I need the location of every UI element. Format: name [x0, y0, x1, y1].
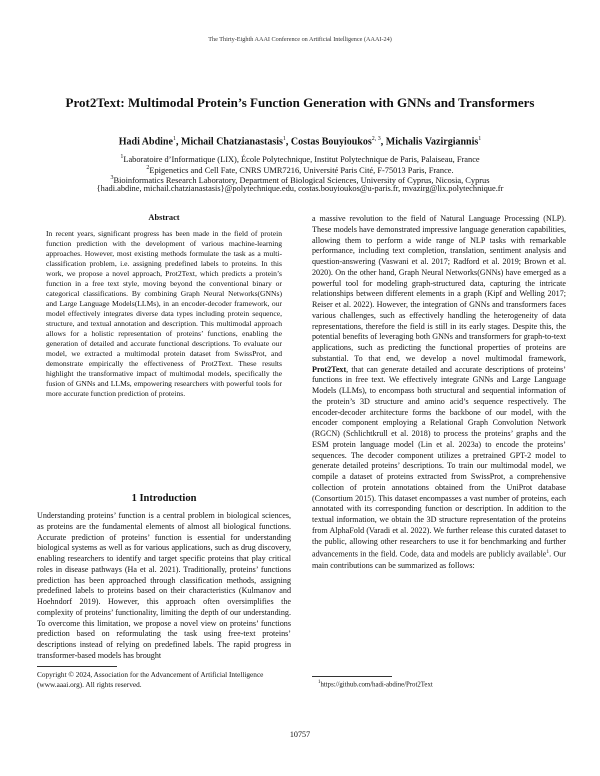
paper-title: Prot2Text: Multimodal Protein’s Function Generation with GNNs and Transformers: [65, 95, 535, 110]
affiliation-text: Laboratoire d’Informatique (LIX), École Polytechnique, Institut Polytechnique de Paris, Palaiseau, France: [123, 154, 480, 164]
author-sup: 1: [172, 136, 176, 142]
author-sup: 1: [478, 136, 482, 142]
introduction-body: Understanding proteins’ function is a central problem in biological sciences, as proteins are the fundamental elements of almost all biological functions. Accurate prediction of proteins’ function is essential for understanding biological systems as well as for various applications, such as drug discovery, enabling researchers to identify and target specific proteins that play critical roles in disease pathways (Ha et al. 2021). Traditionally, proteins’ functions prediction has been approached through classification methods, assigning predefined labels to proteins based on their characteristics (Kulmanov and Hoehndorf 2019). However, this approach often oversimplifies the complexity of proteins’ functionality, limiting the depth of our understanding. To overcome this limitation, we propose a novel view on proteins’ functions prediction based on reformulating the task using free-text proteins’ descriptions instead of relying on predefined labels. The rapid progress in transformer-based models has brought: [37, 511, 291, 660]
footnote-sup: 1: [318, 680, 321, 685]
footnote: [318, 680, 566, 688]
abstract-body: In recent years, significant progress has been made in the field of protein function prediction with the development of various machine-learning approaches. However, most existing methods formulate the task as a multi-classification problem, i.e. assigning predefined labels to proteins. In this work, we propose a novel approach, Prot2Text, which predicts a protein’s function in a free text style, moving beyond the conventional binary or categorical classifications. By combining Graph Neural Networks(GNNs) and Large Language Models(LLMs), in an encoder-decoder framework, our model effectively integrates diverse data types including protein sequence, structure, and textual annotation and description. This multimodal approach allows for a holistic representation of proteins’ functions, enabling the generation of detailed and accurate functional descriptions. To evaluate our model, we extracted a multimodal protein dataset from SwissProt, and demonstrate empirically the effectiveness of Prot2Text. These results highlight the transformative impact of multimodal models, specifically the fusion of GNNs and LLMs, empowering researchers with powerful tools for more accurate function prediction of proteins.: [46, 229, 282, 398]
footnote-rule: [312, 676, 392, 677]
model-name-bold: Prot2Text: [312, 364, 347, 374]
author-name: Costas Bouyioukos: [290, 136, 372, 148]
affiliation-emails: {hadi.abdine, michail.chatzianastasis}@polytechnique.edu, costas.bouyioukos@u-paris.fr, mvazirg@lix.polytechnique.fr: [96, 183, 504, 193]
affiliation-text: Epigenetics and Cell Fate, CNRS UMR7216, Université Paris Cité, F-75013 Paris, France.: [149, 165, 454, 175]
author-name: Hadi Abdine: [118, 136, 173, 148]
section-heading-introduction: 1 Introduction: [131, 493, 197, 504]
paragraph-text: . Our main contributions can be summarized as follows:: [312, 549, 566, 570]
copyright-notice: Copyright © 2024, Association for the Advancement of Artificial Intelligence (www.aaai.org). All rights reserved.: [37, 670, 264, 689]
affiliation-sup: 3: [110, 175, 114, 181]
abstract-heading: Abstract: [148, 213, 180, 222]
author-sup: 2, 3: [371, 136, 381, 142]
author-name: Michalis Vazirgiannis: [385, 136, 479, 148]
author-sup: 1: [282, 136, 286, 142]
author-name: Michail Chatzianastasis: [180, 136, 283, 148]
paragraph-text: , that can generate detailed and accurate descriptions of proteins’ functions in free text. We effectively integrate GNNs and Large Language Models (LLMs), to encompass both structural and sequential information of the protein’s 3D structure and amino acid’s sequence respectively. The encoder-decoder architecture forms the backbone of our model, with the encoder component employing a Relational Graph Convolution Network (RGCN) (Schlichtkrull et al. 2018) to process the proteins’ graphs and the ESM protein language model (Lin et al. 2023a) to encode the proteins’ sequences. The decoder component utilizes a pretrained GPT-2 model to generate detailed proteins’ descriptions. To train our multimodal model, we compile a dataset of proteins extracted from SwissProt, a comprehensive collection of protein annotations obtained from the UniProt database (Consortium 2015). This dataset encompasses a vast number of proteins, each annotated with its corresponding function or description. In addition to the textual information, we obtain the 3D structure representation of the proteins from AlphaFold (Varadi et al. 2022). We further release this curated dataset to the public, allowing other researchers to use it for benchmarking and further advancements in the field. Code, data and models are publicly available: [312, 364, 566, 559]
footnote-marker: 1: [546, 549, 550, 556]
right-column-body: [312, 214, 566, 571]
copyright-rule: [37, 666, 117, 667]
affiliation-text: Bioinformatics Research Laboratory, Department of Biological Sciences, University of Cyprus, Nicosia, Cyprus: [113, 175, 490, 185]
paragraph-text: a massive revolution to the field of Natural Language Processing (NLP). These models have demonstrated impressive language generation capabilities, allowing them to perform a wide range of NLP tasks with remarkable performance, including text completion, translation, sentiment analysis and question-answering (Vaswani et al. 2017; Radford et al. 2019; Brown et al. 2020). On the other hand, Graph Neural Networks(GNNs) have emerged as a powerful tool for modeling graph-structured data, capturing the intricate relationships between different elements in a graph (Kipf and Welling 2017; Reiser et al. 2022). However, the integration of GNNs and transformers faces various challenges, such as effectively handling the heterogeneity of data representations, therefore the field is still in its early stages. Despite this, the potential benefits of leveraging both GNNs and transformers for graph-to-text applications, such as predicting the functional properties of proteins are substantial. To that end, we develop a novel multimodal framework,: [312, 214, 566, 363]
author-list: Hadi Abdine$^1$, Michail Chatzianastasis$^1$, Costas Bouyioukos$^{2, 3}$, Michalis Vazirgiannis$^1$: [118, 136, 482, 148]
conference-header: The Thirty-Eighth AAAI Conference on Artificial Intelligence (AAAI-24): [208, 36, 392, 43]
footnote-url: https://github.com/hadi-abdine/Prot2Text: [320, 681, 433, 689]
affiliation-sup: 1: [120, 154, 124, 160]
page-number: 10757: [289, 730, 311, 739]
affiliation-sup: 2: [146, 164, 150, 171]
